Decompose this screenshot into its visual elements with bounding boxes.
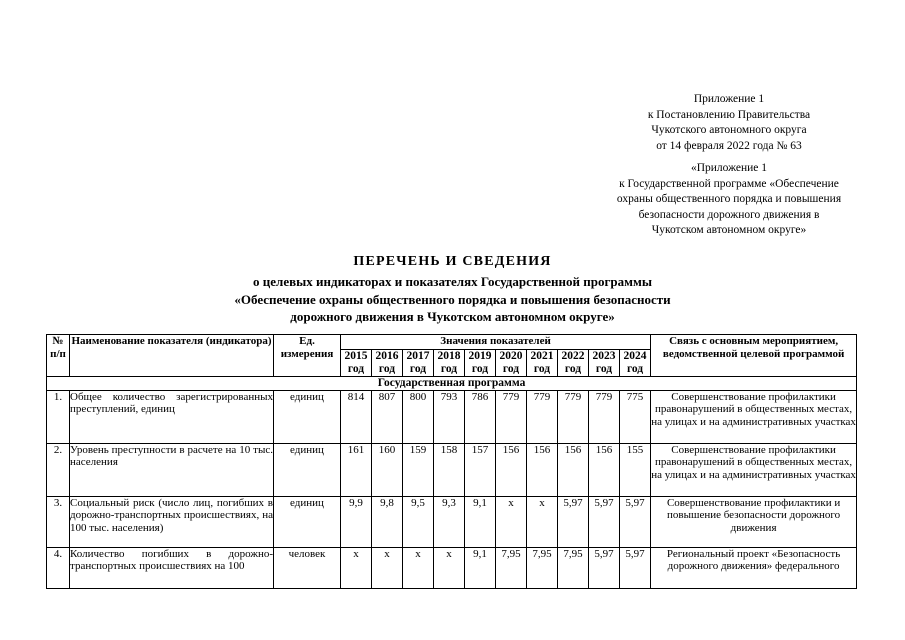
row-value: 5,97 <box>620 496 651 547</box>
year-header <box>527 350 558 377</box>
row-value: 779 <box>589 390 620 443</box>
year-value: 2019 <box>468 350 492 362</box>
year-suffix: год <box>347 363 365 375</box>
row-value: 155 <box>620 443 651 496</box>
row-value: 807 <box>372 390 403 443</box>
row-name: Социальный риск (число лиц, погибших в дорожно-транспортных происшествиях, на 100 тыс. населения) <box>70 496 274 547</box>
year-value: 2022 <box>561 350 585 362</box>
year-header <box>403 350 434 377</box>
row-value: 779 <box>496 390 527 443</box>
year-suffix: год <box>409 363 427 375</box>
table-row <box>47 496 857 547</box>
subtitle-line: «Обеспечение охраны общественного порядка и повышения безопасности <box>234 291 671 307</box>
year-suffix: год <box>502 363 520 375</box>
row-value: 7,95 <box>558 547 589 588</box>
year-value: 2021 <box>530 350 554 362</box>
row-value: 158 <box>434 443 465 496</box>
row-value: x <box>372 547 403 588</box>
indicators-table <box>46 334 857 589</box>
header-unit: Ед. измерения <box>274 335 341 377</box>
row-value: x <box>434 547 465 588</box>
row-num: 4. <box>47 547 70 588</box>
appendix-quote-line: безопасности дорожного движения в <box>638 208 820 221</box>
year-suffix: год <box>440 363 458 375</box>
section-label: Государственная программа <box>47 377 857 391</box>
year-header <box>341 350 372 377</box>
row-unit: единиц <box>274 390 341 443</box>
row-num: 1. <box>47 390 70 443</box>
row-value: 779 <box>527 390 558 443</box>
document-subtitle <box>120 273 785 326</box>
row-name: Количество погибших в дорожно-транспортных происшествиях на 100 <box>70 547 274 588</box>
year-header <box>589 350 620 377</box>
row-value: 9,1 <box>465 496 496 547</box>
row-value: x <box>403 547 434 588</box>
row-value: 161 <box>341 443 372 496</box>
row-value: 159 <box>403 443 434 496</box>
year-header <box>434 350 465 377</box>
row-value: 160 <box>372 443 403 496</box>
year-header <box>496 350 527 377</box>
year-value: 2018 <box>437 350 461 362</box>
row-value: 9,8 <box>372 496 403 547</box>
row-value: 156 <box>527 443 558 496</box>
header-num: № п/п <box>47 335 70 377</box>
row-value: x <box>527 496 558 547</box>
year-value: 2024 <box>623 350 647 362</box>
year-suffix: год <box>626 363 644 375</box>
row-value: 814 <box>341 390 372 443</box>
appendix-quote-line: охраны общественного порядка и повышения <box>616 193 842 205</box>
row-value: 7,95 <box>496 547 527 588</box>
year-suffix: год <box>595 363 613 375</box>
header-name: Наименование показателя (индикатора) <box>70 335 274 377</box>
row-link: Региональный проект «Безопасность дорожного движения» федерального <box>651 547 857 588</box>
row-unit: единиц <box>274 443 341 496</box>
year-suffix: год <box>533 363 551 375</box>
document-title: ПЕРЕЧЕНЬ И СВЕДЕНИЯ <box>353 254 552 269</box>
row-value: 7,95 <box>527 547 558 588</box>
row-link: Совершенствование профилактики правонарушений в общественных местах, на улицах и на административных участках <box>651 443 857 496</box>
appendix-quote-line: «Приложение 1 <box>690 162 768 174</box>
row-value: 156 <box>496 443 527 496</box>
row-value: 786 <box>465 390 496 443</box>
appendix-line: Приложение 1 <box>693 93 765 105</box>
header-values: Значения показателей <box>341 335 651 350</box>
row-unit: единиц <box>274 496 341 547</box>
row-value: 156 <box>589 443 620 496</box>
row-value: 793 <box>434 390 465 443</box>
year-header <box>558 350 589 377</box>
year-value: 2015 <box>344 350 368 362</box>
row-value: 5,97 <box>558 496 589 547</box>
appendix-quote <box>590 161 868 239</box>
year-header <box>620 350 651 377</box>
row-name: Уровень преступности в расчете на 10 тыс. населения <box>70 443 274 496</box>
row-value: 157 <box>465 443 496 496</box>
year-value: 2020 <box>499 350 523 362</box>
row-value: 9,5 <box>403 496 434 547</box>
table-row <box>47 443 857 496</box>
row-value: x <box>496 496 527 547</box>
year-suffix: год <box>471 363 489 375</box>
header-link: Связь с основным мероприятием, ведомственной целевой программой <box>651 335 857 377</box>
table-row <box>47 390 857 443</box>
year-value: 2016 <box>375 350 399 362</box>
row-value: 9,1 <box>465 547 496 588</box>
year-header <box>465 350 496 377</box>
appendix-quote-line: Чукотском автономном округе» <box>651 224 807 236</box>
row-num: 2. <box>47 443 70 496</box>
appendix-line: Чукотского автономного округа <box>651 124 807 136</box>
year-suffix: год <box>378 363 396 375</box>
row-value: 779 <box>558 390 589 443</box>
appendix-line: к Постановлению Правительства <box>647 108 811 121</box>
row-value: 775 <box>620 390 651 443</box>
row-num: 3. <box>47 496 70 547</box>
row-value: 5,97 <box>620 547 651 588</box>
appendix-quote-line: к Государственной программе «Обеспечение <box>619 177 839 190</box>
year-value: 2017 <box>406 350 430 362</box>
row-value: 156 <box>558 443 589 496</box>
row-link: Совершенствование профилактики и повышение безопасности дорожного движения <box>651 496 857 547</box>
row-value: x <box>341 547 372 588</box>
row-value: 5,97 <box>589 547 620 588</box>
appendix-line: от 14 февраля 2022 года № 63 <box>656 139 802 152</box>
appendix-header <box>605 92 853 154</box>
row-value: 9,3 <box>434 496 465 547</box>
row-value: 5,97 <box>589 496 620 547</box>
subtitle-line: о целевых индикаторах и показателях Государственной программы <box>253 274 652 289</box>
row-name: Общее количество зарегистрированных преступлений, единиц <box>70 390 274 443</box>
year-value: 2023 <box>592 350 616 362</box>
year-suffix: год <box>564 363 582 375</box>
row-unit: человек <box>274 547 341 588</box>
row-value: 9,9 <box>341 496 372 547</box>
row-link: Совершенствование профилактики правонарушений в общественных местах, на улицах и на административных участках <box>651 390 857 443</box>
year-header <box>372 350 403 377</box>
row-value: 800 <box>403 390 434 443</box>
subtitle-line: дорожного движения в Чукотском автономном округе» <box>290 309 615 324</box>
table-row <box>47 547 857 588</box>
